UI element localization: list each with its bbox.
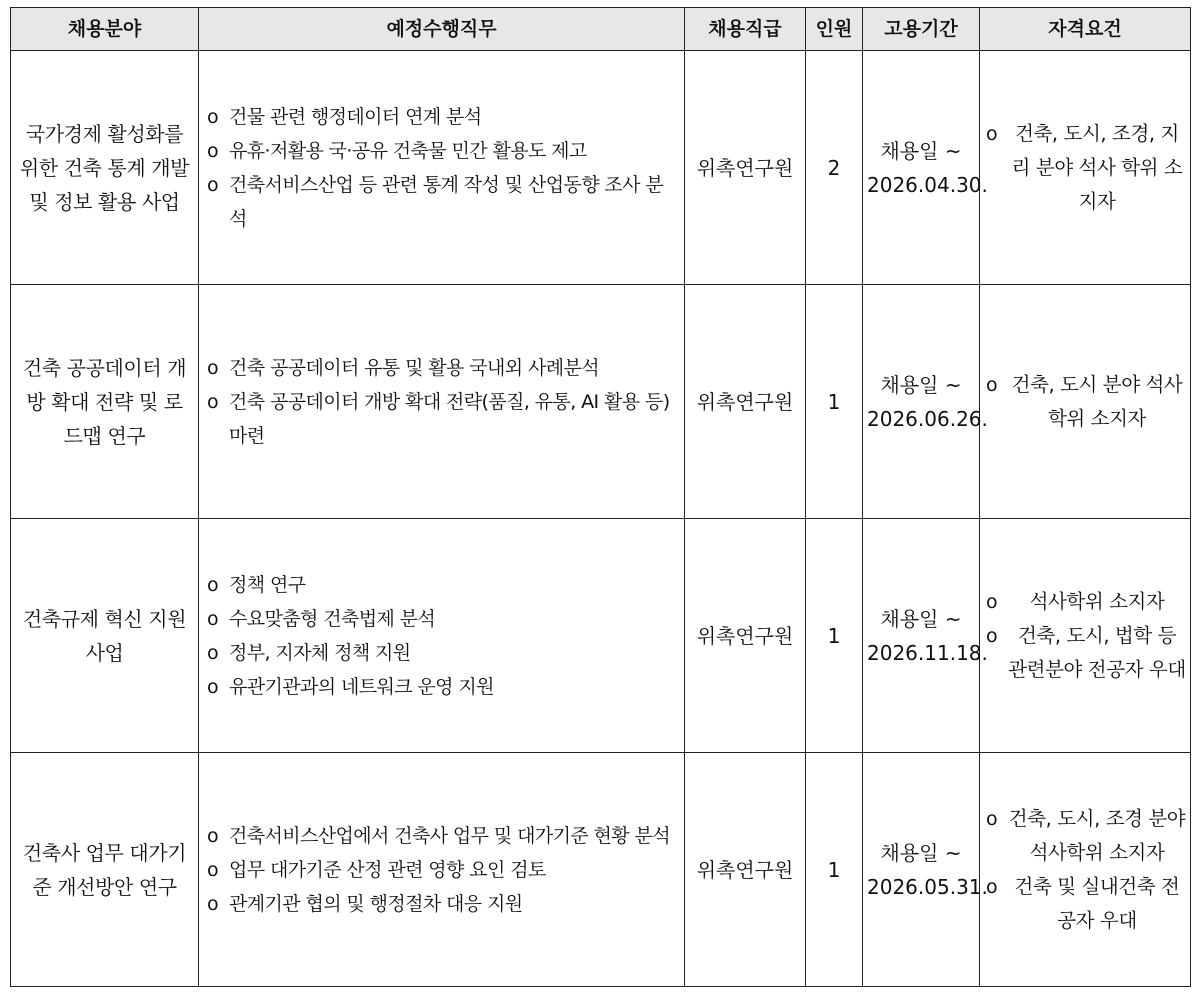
duty-text: 유관기관과의 네트워크 운영 지원 [229, 675, 494, 698]
bullet-icon: o [207, 892, 219, 915]
header-field: 채용분야 [11, 8, 199, 51]
bullet-icon: o [207, 390, 219, 413]
list-item [986, 117, 1186, 219]
duty-text: 건축서비스산업에서 건축사 업무 및 대가기준 현황 분석 [229, 824, 670, 847]
qualification-text: 건축, 도시, 조경, 지리 분야 석사 학위 소지자 [1011, 121, 1183, 213]
list-item [207, 168, 678, 236]
table-row [11, 51, 1191, 285]
header-period: 고용기간 [863, 8, 980, 51]
duty-text: 건물 관련 행정데이터 연계 분석 [229, 105, 482, 128]
bullet-icon: o [986, 590, 998, 613]
qualifications-cell [980, 519, 1191, 753]
field-cell [11, 519, 199, 753]
list-item [207, 385, 678, 453]
bullet-icon: o [207, 356, 219, 379]
list-item [986, 802, 1186, 870]
bullet-icon: o [986, 875, 998, 898]
rank-cell: 위촉연구원 [685, 753, 806, 987]
header-row [11, 8, 1191, 51]
qualifications-list [980, 117, 1190, 219]
qualification-text: 건축, 도시, 법학 등 관련분야 전공자 우대 [1008, 623, 1186, 681]
field-cell [11, 285, 199, 519]
qualification-text: 건축, 도시 분야 석사학위 소지자 [1011, 372, 1183, 430]
header-count: 인원 [806, 8, 863, 51]
duties-list [199, 351, 684, 453]
list-item [986, 585, 1186, 619]
bullet-icon: o [207, 173, 219, 196]
count-cell: 1 [806, 519, 863, 753]
duty-text: 정부, 지자체 정책 지원 [229, 641, 411, 664]
list-item [207, 819, 678, 853]
rank-cell: 위촉연구원 [685, 519, 806, 753]
bullet-icon: o [207, 824, 219, 847]
bullet-icon: o [986, 624, 998, 647]
qualification-text: 건축, 도시, 조경 분야 석사학위 소지자 [1008, 806, 1186, 864]
qualifications-cell [980, 753, 1191, 987]
duties-cell [199, 753, 685, 987]
bullet-icon: o [207, 607, 219, 630]
qualifications-cell [980, 51, 1191, 285]
count-cell: 1 [806, 285, 863, 519]
recruitment-table-container [10, 7, 1191, 987]
duty-text: 건축 공공데이터 유통 및 활용 국내외 사례분석 [229, 356, 599, 379]
list-item [207, 351, 678, 385]
qualifications-list [980, 802, 1190, 938]
table-row [11, 519, 1191, 753]
qualifications-list [980, 585, 1190, 687]
bullet-icon: o [207, 641, 219, 664]
bullet-icon: o [207, 573, 219, 596]
list-item [207, 636, 678, 670]
duties-list [199, 819, 684, 921]
table-row [11, 753, 1191, 987]
duties-cell [199, 51, 685, 285]
list-item [207, 100, 678, 134]
field-cell [11, 753, 199, 987]
rank-cell: 위촉연구원 [685, 285, 806, 519]
rank-cell: 위촉연구원 [685, 51, 806, 285]
bullet-icon: o [207, 105, 219, 128]
period-cell: 채용일 ~ 2026.11.18. [863, 519, 980, 753]
list-item [986, 619, 1186, 687]
qualification-text: 석사학위 소지자 [1029, 589, 1165, 613]
list-item [207, 134, 678, 168]
period-cell: 채용일 ~ 2026.04.30. [863, 51, 980, 285]
qualifications-list [980, 368, 1190, 436]
duties-list [199, 568, 684, 704]
duty-text: 건축 공공데이터 개방 확대 전략(품질, 유통, AI 활용 등) 마련 [229, 390, 670, 447]
duty-text: 유휴·저활용 국·공유 건축물 민간 활용도 제고 [229, 139, 587, 162]
duty-text: 수요맞춤형 건축법제 분석 [229, 607, 436, 630]
header-duties: 예정수행직무 [199, 8, 685, 51]
bullet-icon: o [207, 858, 219, 881]
bullet-icon: o [986, 373, 998, 396]
field-text: 국가경제 활성화를 위한 건축 통계 개발 및 정보 활용 사업 [19, 121, 190, 214]
list-item [207, 602, 678, 636]
list-item [986, 368, 1186, 436]
table-row [11, 285, 1191, 519]
field-text: 건축사 업무 대가기준 개선방안 연구 [22, 840, 187, 899]
duties-cell [199, 519, 685, 753]
field-cell [11, 51, 199, 285]
qualification-text: 건축 및 실내건축 전공자 우대 [1014, 874, 1180, 932]
header-qualifications: 자격요건 [980, 8, 1191, 51]
bullet-icon: o [986, 807, 998, 830]
duty-text: 건축서비스산업 등 관련 통계 작성 및 산업동향 조사 분석 [229, 173, 664, 230]
bullet-icon: o [207, 675, 219, 698]
duty-text: 업무 대가기준 산정 관련 영향 요인 검토 [229, 858, 546, 881]
qualifications-cell [980, 285, 1191, 519]
field-text: 건축규제 혁신 지원사업 [22, 606, 187, 665]
bullet-icon: o [207, 139, 219, 162]
list-item [986, 870, 1186, 938]
list-item [207, 568, 678, 602]
field-text: 건축 공공데이터 개방 확대 전략 및 로드맵 연구 [22, 355, 187, 448]
bullet-icon: o [986, 122, 998, 145]
list-item [207, 853, 678, 887]
count-cell: 2 [806, 51, 863, 285]
list-item [207, 887, 678, 921]
duties-list [199, 100, 684, 236]
period-cell: 채용일 ~ 2026.06.26. [863, 285, 980, 519]
duties-cell [199, 285, 685, 519]
period-cell: 채용일 ~ 2026.05.31. [863, 753, 980, 987]
recruitment-table [10, 7, 1191, 987]
duty-text: 정책 연구 [229, 573, 306, 596]
count-cell: 1 [806, 753, 863, 987]
duty-text: 관계기관 협의 및 행정절차 대응 지원 [229, 892, 523, 915]
header-rank: 채용직급 [685, 8, 806, 51]
list-item [207, 670, 678, 704]
